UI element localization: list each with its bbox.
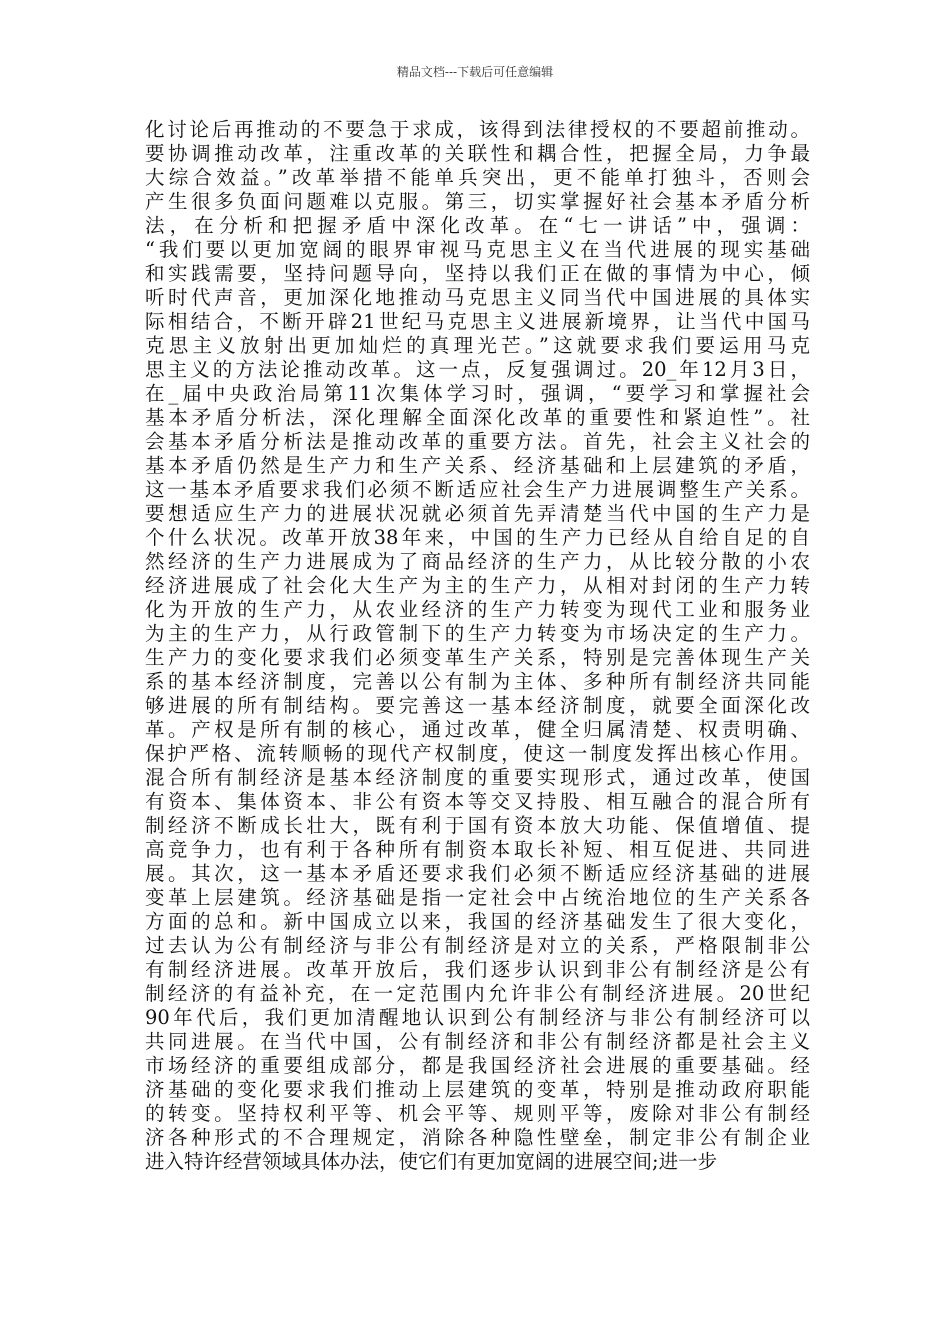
text-line: 进入特许经营领域具体办法，使它们有更加宽阔的进展空间;进一步 — [145, 1150, 718, 1173]
text-line: 有制经济进展。改革开放后，我们逐步认识到非公有制经济是公有 — [145, 958, 810, 981]
text-line: 听时代声音，更加深化地推动马克思主义同当代中国进展的具体实 — [145, 286, 810, 309]
text-line: 有资本、集体资本、非公有资本等交叉持股、相互融合的混合所有 — [145, 790, 810, 813]
text-line: 混合所有制经济是基本经济制度的重要实现形式，通过改革，使国 — [145, 766, 810, 789]
text-line: 高竞争力，也有利于各种所有制资本取长补短、相互促进、共同进 — [145, 838, 810, 861]
text-line: 经济进展成了社会化大生产为主的生产力，从相对封闭的生产力转 — [145, 574, 810, 597]
text-line: 过去认为公有制经济与非公有制经济是对立的关系，严格限制非公 — [145, 934, 810, 957]
text-line: 这一基本矛盾要求我们必须不断适应社会生产力进展调整生产关系。 — [145, 478, 810, 501]
text-line: 会基本矛盾分析法是推动改革的重要方法。首先，社会主义社会的 — [145, 430, 810, 453]
text-line: 展。其次，这一基本矛盾还要求我们必须不断适应经济基础的进展 — [145, 862, 810, 885]
text-line: 思主义的方法论推动改革。这一点，反复强调过。20_年12月3日， — [145, 358, 810, 381]
text-line: 方面的总和。新中国成立以来，我国的经济基础发生了很大变化， — [145, 910, 810, 933]
text-line: 90年代后，我们更加清醒地认识到公有制经济与非公有制经济可以 — [145, 1006, 810, 1029]
text-line: 产生很多负面问题难以克服。第三，切实掌握好社会基本矛盾分析 — [145, 190, 810, 213]
text-line: 生产力的变化要求我们必须变革生产关系，特别是完善体现生产关 — [145, 646, 810, 669]
text-line: 济各种形式的不合理规定，消除各种隐性壁垒，制定非公有制企业 — [145, 1126, 810, 1149]
text-line: 变革上层建筑。经济基础是指一定社会中占统治地位的生产关系各 — [145, 886, 810, 909]
text-line: 化为开放的生产力，从农业经济的生产力转变为现代工业和服务业 — [145, 598, 810, 621]
text-line: 革。产权是所有制的核心，通过改革，健全归属清楚、权责明确、 — [145, 718, 810, 741]
text-line: 际相结合，不断开辟21世纪马克思主义进展新境界，让当代中国马 — [145, 310, 810, 333]
text-line: 够进展的所有制结构。要完善这一基本经济制度，就要全面深化改 — [145, 694, 810, 717]
text-line: 保护严格、流转顺畅的现代产权制度，使这一制度发挥出核心作用。 — [145, 742, 810, 765]
text-line: 基本矛盾仍然是生产力和生产关系、经济基础和上层建筑的矛盾， — [145, 454, 810, 477]
text-line: 系的基本经济制度，完善以公有制为主体、多种所有制经济共同能 — [145, 670, 810, 693]
text-line: 大综合效益。”改革举措不能单兵突出，更不能单打独斗，否则会 — [145, 166, 810, 189]
text-line: 制经济的有益补充，在一定范围内允许非公有制经济进展。20世纪 — [145, 982, 810, 1005]
text-line: 共同进展。在当代中国，公有制经济和非公有制经济都是社会主义 — [145, 1030, 810, 1053]
text-line: 济基础的变化要求我们推动上层建筑的变革，特别是推动政府职能 — [145, 1078, 810, 1101]
text-line: 然经济的生产力进展成为了商品经济的生产力，从比较分散的小农 — [145, 550, 810, 573]
body-text — [145, 118, 810, 1174]
text-line: 和实践需要，坚持问题导向，坚持以我们正在做的事情为中心，倾 — [145, 262, 810, 285]
text-line: 个什么状况。改革开放38年来，中国的生产力已经从自给自足的自 — [145, 526, 810, 549]
text-line: 克思主义放射出更加灿烂的真理光芒。”这就要求我们要运用马克 — [145, 334, 810, 357]
text-line: 制经济不断成长壮大，既有利于国有资本放大功能、保值增值、提 — [145, 814, 810, 837]
page-header: 精品文档---下载后可任意编辑 — [396, 65, 554, 79]
text-line: 法，在分析和把握矛盾中深化改革。在“七一讲话”中，强调： — [145, 214, 810, 237]
text-line: 化讨论后再推动的不要急于求成，该得到法律授权的不要超前推动。 — [145, 118, 810, 141]
text-line: “我们要以更加宽阔的眼界审视马克思主义在当代进展的现实基础 — [145, 238, 810, 261]
text-line: 基本矛盾分析法，深化理解全面深化改革的重要性和紧迫性”。社 — [145, 406, 810, 429]
text-line: 要想适应生产力的进展状况就必须首先弄清楚当代中国的生产力是 — [145, 502, 810, 525]
text-line: 要协调推动改革，注重改革的关联性和耦合性，把握全局，力争最 — [145, 142, 810, 165]
text-line: 为主的生产力，从行政管制下的生产力转变为市场决定的生产力。 — [145, 622, 810, 645]
text-line: 市场经济的重要组成部分，都是我国经济社会进展的重要基础。经 — [145, 1054, 810, 1077]
text-line: 的转变。坚持权利平等、机会平等、规则平等，废除对非公有制经 — [145, 1102, 810, 1125]
text-line: 在_届中央政治局第11次集体学习时，强调，“要学习和掌握社会 — [145, 382, 810, 405]
